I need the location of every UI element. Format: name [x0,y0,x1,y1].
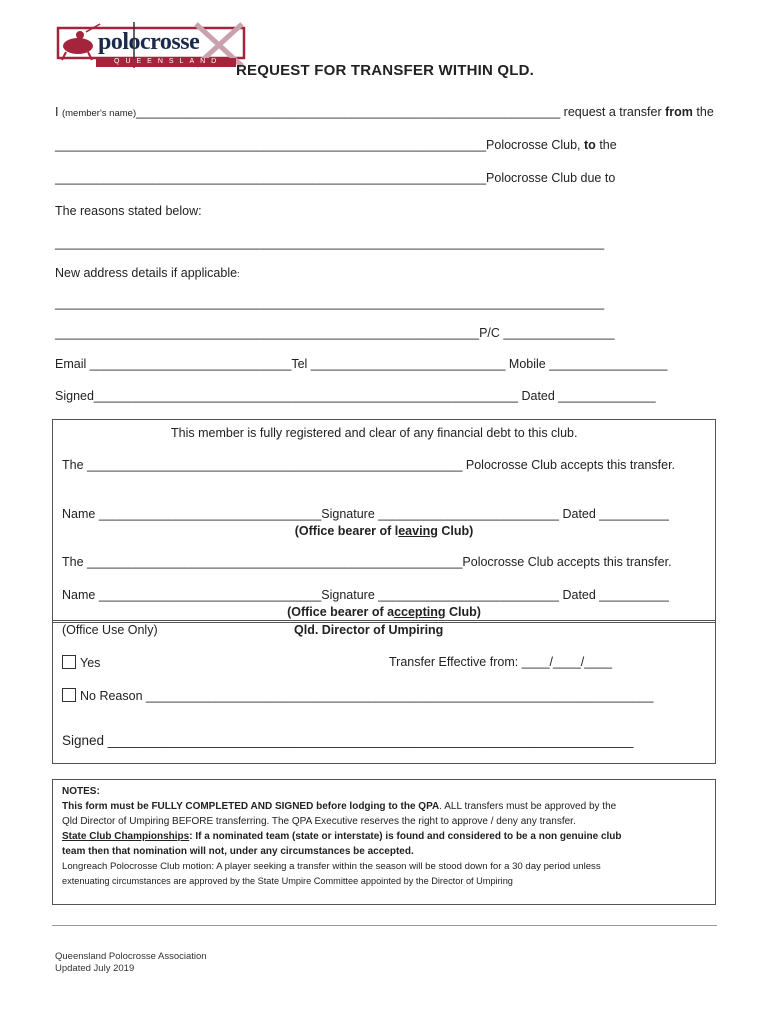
to-club-suffix: Polocrosse Club due to [486,171,616,185]
from-club-suffix: Polocrosse Club, [486,138,581,152]
accepting-caption-a: (Office bearer of a [287,605,395,619]
notes-p1-line2: Qld Director of Umpiring BEFORE transferring. The QPA Executive reserves the right to approve / deny any transfer. [62,816,576,827]
logo-text: polocrosse [98,29,200,55]
to-club-line [55,171,615,185]
notes-p1-rest: . ALL transfers must be approved by the [439,801,617,812]
director-label: Qld. Director of Umpiring [294,623,444,637]
accepting-caption-c: Club) [445,605,481,619]
footer-org: Queensland Polocrosse Association [55,951,207,962]
notes-p1-bold: This form must be FULLY COMPLETED AND SIGNED before lodging to the QPA [62,801,440,812]
footer-updated: Updated July 2019 [55,963,135,974]
signed-dated-line[interactable]: Signed_____________________________________________________________ Dated ______________ [55,389,656,403]
club-approval-box [52,419,716,623]
notes-box [52,779,716,905]
notes-p3-line2: extenuating circumstances are approved by the State Umpire Committee appointed by the Director of Umpiring [62,876,513,886]
member-suffix: request a transfer [563,105,662,119]
notes-heading: NOTES: [62,786,100,797]
accepting-officer-line[interactable]: Name ________________________________Signature __________________________ Dated __________ [62,588,669,602]
footer-divider [52,925,717,926]
accepting-officer-caption [53,605,715,619]
accepting-club-line[interactable]: The ______________________________________________________Polocrosse Club accepts this transfer. [62,555,672,569]
director-signed-line[interactable]: Signed ______________________________________________________________________ [62,733,634,748]
from-word: from [665,105,693,119]
notes-p3-line1: Longreach Polocrosse Club motion: A player seeking a transfer within the season will be stood down for a 30 day period unless [62,861,601,872]
leaving-officer-line[interactable]: Name ________________________________Signature __________________________ Dated __________ [62,507,669,521]
member-name-line [55,105,714,119]
the-word-2: the [599,138,617,152]
notes-p1-line1 [62,799,616,814]
transfer-effective-line[interactable]: Transfer Effective from: ____/____/____ [389,655,613,669]
member-note: (member's name) [61,108,137,119]
no-reason-option[interactable] [62,688,654,703]
yes-option[interactable] [62,655,100,670]
notes-p2-line1 [62,829,622,844]
logo-subtext: QUEENSLAND [114,58,223,65]
yes-label: Yes [80,656,101,670]
leaving-officer-caption [53,524,715,538]
no-reason-line[interactable]: No Reason _________________________________________________________________________ [80,689,654,703]
leaving-club-line[interactable]: The ______________________________________________________ Polocrosse Club accepts this transfer. [62,458,676,472]
the-word: the [696,105,714,119]
contact-line[interactable]: Email _____________________________Tel ____________________________ Mobile _________________ [55,357,668,371]
address-colon: : [237,269,240,280]
reasons-label: The reasons stated below: [55,204,202,218]
member-prefix: I [55,105,59,119]
from-club-line [55,138,617,152]
office-use-label: (Office Use Only) [62,623,158,637]
to-club-field[interactable]: ______________________________________________________________ [55,171,487,185]
from-club-field[interactable]: ______________________________________________________________ [55,138,487,152]
form-title: REQUEST FOR TRANSFER WITHIN QLD. [235,62,535,79]
leaving-caption-b: eaving [398,524,438,538]
address-label-text: New address details if applicable [55,266,238,280]
address-pc-field[interactable]: _____________________________________________________________P/C ________________ [55,326,615,340]
office-use-box [52,620,716,764]
yes-checkbox[interactable] [62,655,76,669]
leaving-caption-c: Club) [437,524,474,538]
to-word: to [584,138,596,152]
financial-statement: This member is fully registered and clear of any financial debt to this club. [171,426,578,440]
notes-p2-heading: State Club Championships [62,831,190,842]
notes-p2-line2: team then that nomination will not, under any circumstances be accepted. [62,846,414,857]
leaving-caption-a: (Office bearer of l [294,524,399,538]
address-label [55,266,240,280]
accepting-caption-b: ccepting [394,605,446,619]
reasons-field[interactable]: _______________________________________________________________________________ [55,236,605,250]
member-name-field[interactable]: _____________________________________________________________ [136,105,561,119]
notes-p2-rest: : If a nominated team (state or interstate) is found and considered to be a non genuine club [189,831,622,842]
no-reason-checkbox[interactable] [62,688,76,702]
address-field[interactable]: _______________________________________________________________________________ [55,296,605,310]
